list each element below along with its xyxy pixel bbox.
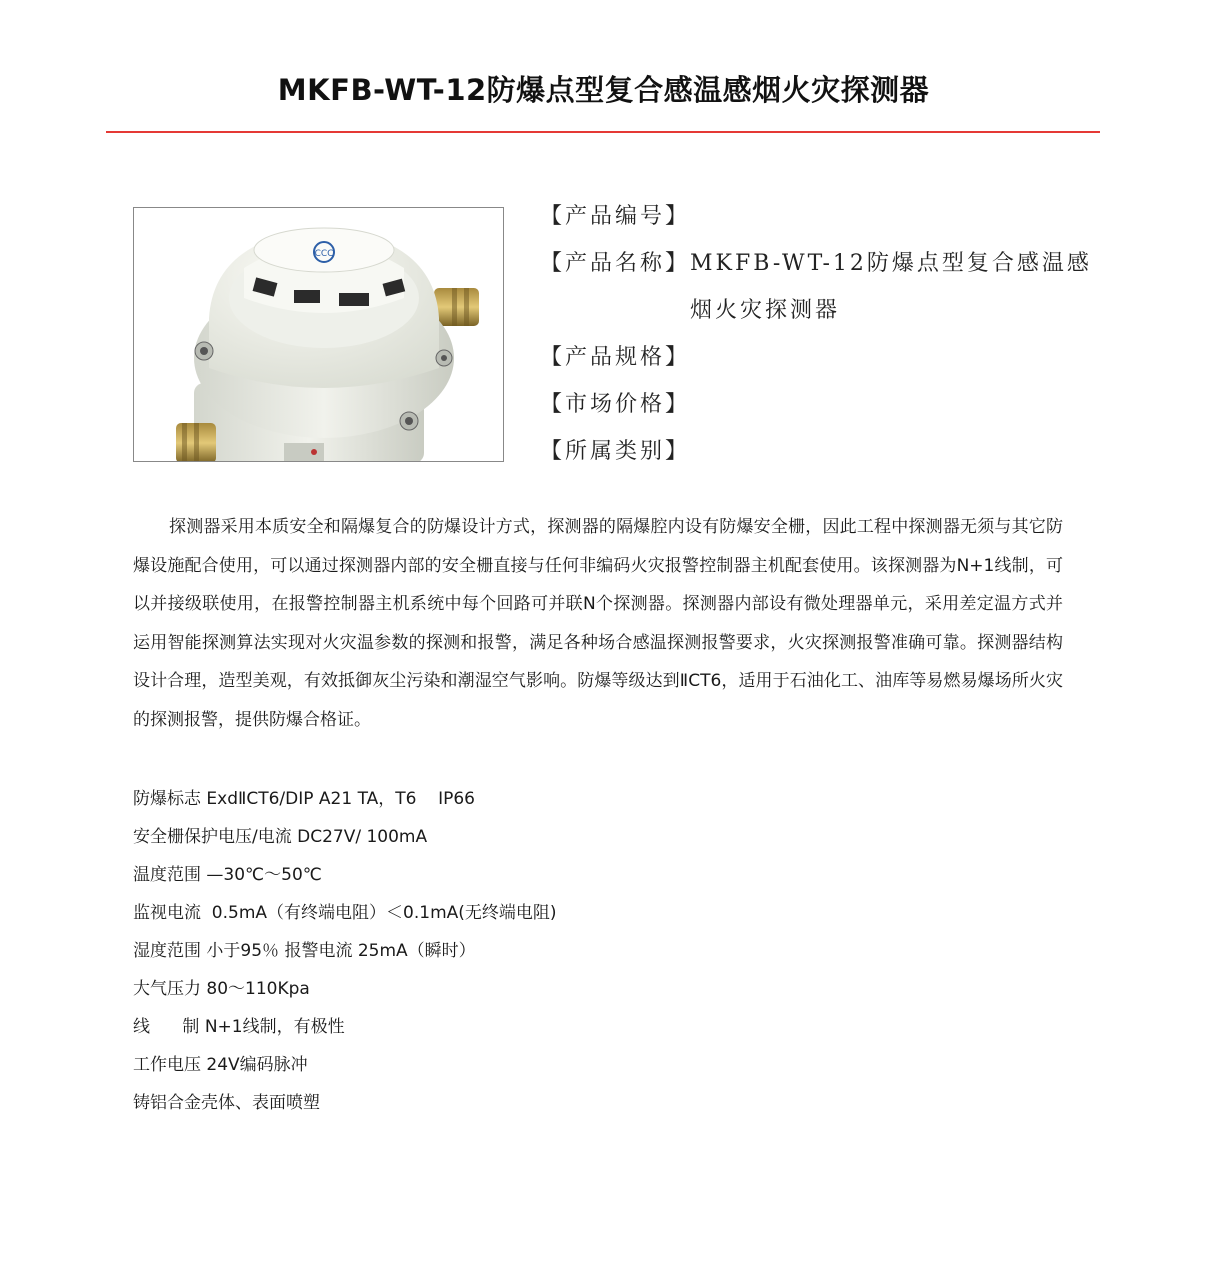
info-key-category: 【所属类别】 [540, 439, 691, 464]
spec-humidity-range: 湿度范围 小于95％ 报警电流 25mA（瞬时） [133, 941, 476, 961]
title-divider [106, 131, 1100, 133]
spec-atmospheric-pressure: 大气压力 80～110Kpa [133, 979, 310, 999]
spec-barrier-voltage: 安全栅保护电压/电流 DC27V/ 100mA [133, 827, 428, 847]
page-title: MKFB-WT-12防爆点型复合感温感烟火灾探测器 [277, 73, 930, 107]
spec-monitor-current: 监视电流 0.5mA（有终端电阻）＜0.1mA(无终端电阻) [133, 903, 557, 923]
detector-illustration [134, 208, 503, 461]
spec-housing: 铸铝合金壳体、表面喷塑 [133, 1093, 320, 1113]
product-description: 探测器采用本质安全和隔爆复合的防爆设计方式，探测器的隔爆腔内设有防爆安全栅，因此工程中探测器无须与其它防爆设施配合使用，可以通过探测器内部的安全栅直接与任何非编码火灾报警控制器主机配套使用。该探测器为N+1线制，可以并接级联使用，在报警控制器主机系统中每个回路可并联N个探测器。探测器内部设有微处理器单元，采用差定温方式并运用智能探测算法实现对火灾温参数的探测和报警，满足各种场合感温探测报警要求，火灾探测报警准确可靠。探测器结构设计合理，造型美观，有效抵御灰尘污染和潮湿空气影响。防爆等级达到ⅡCT6，适用于石油化工、油库等易燃易爆场所火灾的探测报警，提供防爆合格证。 [133, 517, 1063, 730]
info-key-product-number: 【产品编号】 [540, 204, 691, 229]
info-key-product-name: 【产品名称】 [540, 251, 691, 276]
info-value-product-spec [690, 334, 1100, 381]
info-value-product-name: MKFB-WT-12防爆点型复合感温感烟火灾探测器 [690, 251, 1092, 323]
spec-explosion-mark: 防爆标志 ExdⅡCT6/DIP A21 TA，T6 IP66 [133, 789, 475, 809]
info-value-product-number [690, 193, 1100, 240]
spec-working-voltage: 工作电压 24V编码脉冲 [133, 1055, 308, 1075]
info-row-product-name [540, 240, 1100, 334]
info-row-product-number [540, 193, 1100, 240]
info-key-market-price: 【市场价格】 [540, 392, 691, 417]
svg-text:CCC: CCC [314, 249, 334, 259]
info-value-market-price [690, 381, 1100, 428]
info-row-category [540, 428, 1100, 475]
info-value-category [690, 428, 1100, 475]
info-row-product-spec [540, 334, 1100, 381]
info-row-market-price [540, 381, 1100, 428]
spec-wiring: 线 制 N+1线制，有极性 [133, 1017, 345, 1037]
info-key-product-spec: 【产品规格】 [540, 345, 691, 370]
product-info-list [540, 193, 1100, 475]
product-image [133, 207, 504, 462]
spec-temperature-range: 温度范围 —30℃～50℃ [133, 865, 322, 885]
spec-list [133, 780, 557, 1122]
